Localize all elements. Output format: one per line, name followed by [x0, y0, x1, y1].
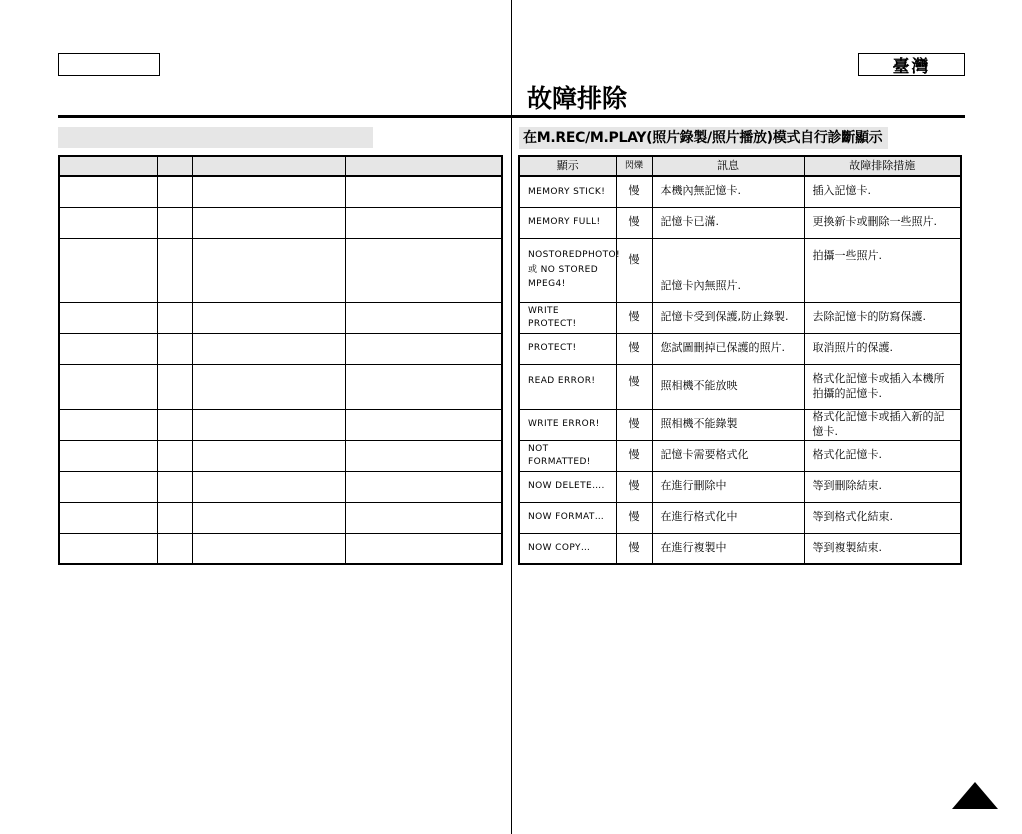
table-row — [59, 207, 502, 238]
message-text: 記憶卡受到保護,防止錄製. — [652, 302, 804, 333]
table-row — [59, 333, 502, 364]
message-text: 您試圖刪掉已保護的照片. — [652, 333, 804, 364]
table-row — [519, 440, 961, 471]
blink-rate: 慢 — [616, 302, 652, 333]
action-text: 更換新卡或刪除一些照片. — [804, 207, 961, 238]
table-row — [519, 533, 961, 564]
display-text: NOSTOREDPHOTO! 或 NO STORED MPEG4! — [519, 238, 616, 302]
table-row — [59, 176, 502, 207]
section-heading-placeholder — [58, 127, 373, 148]
title-rule — [58, 115, 965, 118]
language-tab-blank — [58, 53, 160, 76]
table-row — [519, 176, 961, 207]
message-text: 在進行格式化中 — [652, 502, 804, 533]
blink-rate: 慢 — [616, 533, 652, 564]
action-text: 等到格式化結束. — [804, 502, 961, 533]
blink-rate: 慢 — [616, 333, 652, 364]
table-row — [519, 238, 961, 302]
table-row — [519, 364, 961, 409]
table-row — [59, 533, 502, 564]
action-text: 格式化記憶卡或插入本機所拍攝的記憶卡. — [804, 364, 961, 409]
col-header-message: 訊息 — [652, 156, 804, 176]
message-text: 在進行複製中 — [652, 533, 804, 564]
language-tab: 臺灣 — [858, 53, 965, 76]
message-text: 記憶卡內無照片. — [652, 238, 804, 302]
table-header-row — [519, 156, 961, 176]
display-text: READ ERROR! — [519, 364, 616, 409]
section-heading: 在M.REC/M.PLAY(照片錄製/照片播放)模式自行診斷顯示 — [519, 127, 888, 149]
display-text: MEMORY STICK! — [519, 176, 616, 207]
action-text: 拍攝一些照片. — [804, 238, 961, 302]
action-text: 等到複製結束. — [804, 533, 961, 564]
table-row — [59, 238, 502, 302]
message-text: 本機內無記憶卡. — [652, 176, 804, 207]
diagnostic-table — [518, 155, 962, 565]
blink-rate: 慢 — [616, 207, 652, 238]
table-row — [59, 302, 502, 333]
message-text: 記憶卡已滿. — [652, 207, 804, 238]
display-text: MEMORY FULL! — [519, 207, 616, 238]
table-row — [519, 302, 961, 333]
display-text: WRITE ERROR! — [519, 409, 616, 440]
center-divider — [511, 0, 512, 834]
action-text: 等到刪除結束. — [804, 471, 961, 502]
display-text: NOW DELETE…. — [519, 471, 616, 502]
blink-rate: 慢 — [616, 238, 652, 302]
blink-rate: 慢 — [616, 471, 652, 502]
message-text: 照相機不能放映 — [652, 364, 804, 409]
table-header-row — [59, 156, 502, 176]
action-text: 插入記憶卡. — [804, 176, 961, 207]
table-row — [519, 207, 961, 238]
display-text: NOT FORMATTED! — [519, 440, 616, 471]
table-row — [59, 502, 502, 533]
action-text: 取消照片的保護. — [804, 333, 961, 364]
message-text: 記憶卡需要格式化 — [652, 440, 804, 471]
display-text: NOW FORMAT… — [519, 502, 616, 533]
col-header-blink: 閃爍 — [616, 156, 652, 176]
blink-rate: 慢 — [616, 176, 652, 207]
table-row — [59, 409, 502, 440]
blink-rate: 慢 — [616, 364, 652, 409]
action-text: 格式化記憶卡. — [804, 440, 961, 471]
message-text: 照相機不能錄製 — [652, 409, 804, 440]
display-text: WRITE PROTECT! — [519, 302, 616, 333]
action-text: 格式化記憶卡或插入新的記憶卡. — [804, 409, 961, 440]
table-row — [519, 333, 961, 364]
col-header-display: 顯示 — [519, 156, 616, 176]
table-row — [59, 364, 502, 409]
blink-rate: 慢 — [616, 502, 652, 533]
display-text: NOW COPY… — [519, 533, 616, 564]
up-triangle-icon[interactable] — [952, 782, 998, 809]
display-text: PROTECT! — [519, 333, 616, 364]
page-title: 故障排除 — [527, 84, 628, 113]
blank-table — [58, 155, 503, 565]
table-row — [59, 440, 502, 471]
blink-rate: 慢 — [616, 409, 652, 440]
table-row — [519, 409, 961, 440]
message-text: 在進行刪除中 — [652, 471, 804, 502]
table-row — [519, 471, 961, 502]
action-text: 去除記憶卡的防寫保護. — [804, 302, 961, 333]
table-row — [519, 502, 961, 533]
col-header-action: 故障排除措施 — [804, 156, 961, 176]
blink-rate: 慢 — [616, 440, 652, 471]
table-row — [59, 471, 502, 502]
